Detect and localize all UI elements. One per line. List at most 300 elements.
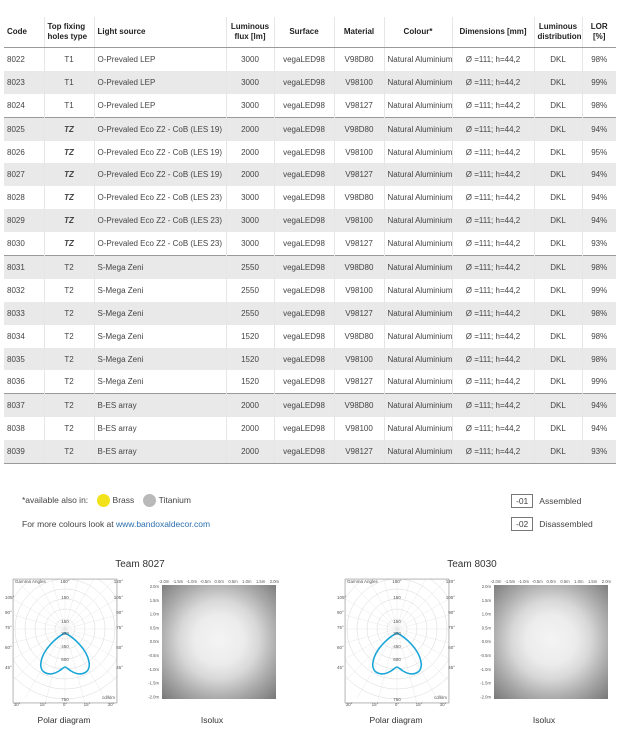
isolux-y-label: 2.0m <box>149 584 159 589</box>
cell-code: 8039 <box>4 440 44 463</box>
cell-colour: Natural Aluminium <box>384 417 452 440</box>
cell-holes: TZ <box>44 163 94 186</box>
isolux-y-label: -2.0m <box>480 694 491 700</box>
isolux-y-label: 0.5m <box>149 625 159 631</box>
angle-label-right: 120° <box>113 579 123 584</box>
radial-value: 600 <box>61 657 69 662</box>
angle-label-bottom: 15° <box>39 702 47 707</box>
angle-label-right: 105° <box>113 595 123 600</box>
cell-surface: vegaLED98 <box>274 325 334 348</box>
cell-source: S-Mega Zeni <box>94 256 226 279</box>
isolux-y-label: 0.0m <box>481 639 491 645</box>
cell-holes: T2 <box>44 302 94 325</box>
cell-dims: Ø =111; h=44,2 <box>452 256 534 279</box>
cell-source: B-ES array <box>94 417 226 440</box>
angle-label-left: 90° <box>5 610 12 615</box>
angle-label-right: 90° <box>116 610 123 615</box>
cell-source: O-Prevaled LEP <box>94 71 226 94</box>
cell-colour: Natural Aluminium <box>384 325 452 348</box>
cell-material: V98127 <box>334 94 384 117</box>
col-header-colour: Colour* <box>384 17 452 48</box>
cell-code: 8023 <box>4 71 44 94</box>
cell-dims: Ø =111; h=44,2 <box>452 71 534 94</box>
cell-source: O-Prevaled Eco Z2 - CoB (LES 23) <box>94 209 226 232</box>
cell-surface: vegaLED98 <box>274 440 334 463</box>
table-header-row <box>4 17 616 48</box>
website-link[interactable]: www.bandoxaldecor.com <box>116 519 211 529</box>
cell-material: V98127 <box>334 302 384 325</box>
cell-dims: Ø =111; h=44,2 <box>452 417 534 440</box>
cell-material: V98100 <box>334 348 384 371</box>
table-row <box>4 256 616 279</box>
cell-surface: vegaLED98 <box>274 417 334 440</box>
isolux-x-label: 0.0m <box>546 579 556 584</box>
cell-colour: Natural Aluminium <box>384 440 452 463</box>
isolux-y-label: -1.5m <box>480 680 491 686</box>
table-row <box>4 370 616 393</box>
cell-holes: T2 <box>44 394 94 417</box>
cell-material: V98127 <box>334 370 384 393</box>
isolux-x-label: -0.5m <box>532 579 543 584</box>
cell-dist: DKL <box>534 348 582 371</box>
cell-holes: T1 <box>44 71 94 94</box>
cell-colour: Natural Aluminium <box>384 71 452 94</box>
radial-value: 150 <box>61 595 69 600</box>
cell-lor: 98% <box>582 302 616 325</box>
cell-code: 8022 <box>7 54 25 64</box>
cell-material: V98100 <box>334 417 384 440</box>
cell-material: V98100 <box>334 71 384 94</box>
cell-dims: Ø =111; h=44,2 <box>452 94 534 117</box>
cell-lor: 95% <box>582 141 616 164</box>
col-header-material: Material <box>334 17 384 48</box>
isolux-chart-8030 <box>470 577 620 707</box>
angle-label-left: 60° <box>337 645 344 650</box>
cell-dims: Ø =111; h=44,2 <box>452 232 534 255</box>
isolux-y-label: 1.5m <box>481 597 491 603</box>
cell-flux: 3000 <box>226 186 274 209</box>
polar-caption-8030: Polar diagram <box>369 715 423 725</box>
isolux-x-label: -1.0m <box>186 579 197 584</box>
cell-surface: vegaLED98 <box>274 48 334 71</box>
table-row <box>4 325 616 348</box>
cell-dist: DKL <box>534 232 582 255</box>
disassembled-legend <box>511 517 593 531</box>
cell-code: 8038 <box>7 424 25 434</box>
isolux-y-label: 1.0m <box>481 611 491 617</box>
angle-label-left: 60° <box>5 645 12 650</box>
cell-colour: Natural Aluminium <box>384 163 452 186</box>
cell-flux: 3000 <box>226 232 274 255</box>
cell-flux: 1520 <box>226 325 274 348</box>
cell-holes: T2 <box>44 440 94 463</box>
cell-dims: Ø =111; h=44,2 <box>452 348 534 371</box>
isolux-caption-8027: Isolux <box>200 715 224 725</box>
table-row <box>4 417 616 440</box>
cell-surface: vegaLED98 <box>274 117 334 140</box>
isolux-x-label: 1.5m <box>255 579 266 584</box>
cell-dist: DKL <box>534 163 582 186</box>
cell-dist: DKL <box>534 325 582 348</box>
table-row <box>4 117 616 140</box>
isolux-x-label: -2.0m <box>490 579 502 584</box>
cell-lor: 99% <box>582 71 616 94</box>
isolux-chart-8027 <box>138 577 288 707</box>
radial-value: 150 <box>393 595 401 600</box>
cell-source: O-Prevaled LEP <box>94 94 226 117</box>
available-note <box>22 494 191 507</box>
cell-lor: 98% <box>582 325 616 348</box>
angle-label-bottom: 0° <box>62 702 68 707</box>
cell-dist: DKL <box>534 279 582 302</box>
cell-surface: vegaLED98 <box>274 209 334 232</box>
cell-lor: 94% <box>582 417 616 440</box>
cell-holes: TZ <box>44 141 94 164</box>
cell-dims: Ø =111; h=44,2 <box>452 48 534 71</box>
cell-material: V98D80 <box>334 117 384 140</box>
polar-diagram-8030 <box>335 577 457 707</box>
isolux-x-label: 1.0m <box>574 579 584 584</box>
cell-surface: vegaLED98 <box>274 302 334 325</box>
cell-colour: Natural Aluminium <box>384 256 452 279</box>
isolux-x-label: 2.0m <box>601 579 612 584</box>
cell-flux: 2000 <box>226 141 274 164</box>
cell-surface: vegaLED98 <box>274 256 334 279</box>
col-header-distribution: Luminous distribution <box>534 17 582 48</box>
cell-dist: DKL <box>534 370 582 393</box>
cell-dims: Ø =111; h=44,2 <box>452 325 534 348</box>
cell-code: 8028 <box>7 193 25 203</box>
cell-holes: T2 <box>44 370 94 393</box>
cell-colour: Natural Aluminium <box>384 394 452 417</box>
radial-value: 600 <box>393 657 401 662</box>
angle-label-left: 75° <box>337 625 344 630</box>
gamma-label: Gamma Angles <box>15 579 46 584</box>
cell-flux: 2000 <box>226 163 274 186</box>
cell-source: B-ES array <box>94 440 226 463</box>
cell-lor: 94% <box>582 186 616 209</box>
cell-dims: Ø =111; h=44,2 <box>452 163 534 186</box>
table-row <box>4 302 616 325</box>
radial-value: 750 <box>61 697 69 702</box>
cell-flux: 2000 <box>226 417 274 440</box>
angle-label-right: 90° <box>448 610 455 615</box>
cell-flux: 1520 <box>226 370 274 393</box>
cell-surface: vegaLED98 <box>274 394 334 417</box>
cell-holes: TZ <box>44 186 94 209</box>
cell-code: 8034 <box>7 331 25 341</box>
col-header-surface: Surface <box>274 17 334 48</box>
cell-holes: T2 <box>44 348 94 371</box>
cell-dist: DKL <box>534 48 582 71</box>
titanium-swatch <box>143 494 156 507</box>
isolux-caption-8030: Isolux <box>532 715 556 725</box>
cell-code: 8032 <box>7 285 25 295</box>
table-row <box>4 440 616 463</box>
radial-value: 300 <box>61 631 69 636</box>
brass-swatch <box>97 494 110 507</box>
assembled-label: Assembled <box>539 496 582 506</box>
angle-label-right: 45° <box>116 665 123 670</box>
isolux-x-label: 0.5m <box>228 579 238 584</box>
assembled-legend <box>511 494 581 508</box>
cell-flux: 3000 <box>226 71 274 94</box>
cell-dims: Ø =111; h=44,2 <box>452 117 534 140</box>
cell-holes: T1 <box>44 94 94 117</box>
cell-dist: DKL <box>534 209 582 232</box>
cell-dist: DKL <box>534 394 582 417</box>
cell-surface: vegaLED98 <box>274 279 334 302</box>
cell-code: 8025 <box>4 117 44 140</box>
cell-lor: 94% <box>582 209 616 232</box>
cell-lor: 98% <box>582 348 616 371</box>
cell-dims: Ø =111; h=44,2 <box>452 186 534 209</box>
isolux-y-label: 0.5m <box>481 625 491 631</box>
isolux-x-label: 1.0m <box>242 579 252 584</box>
col-header-flux: Luminous flux [lm] <box>226 17 274 48</box>
cell-holes: TZ <box>44 232 94 255</box>
cell-surface: vegaLED98 <box>274 71 334 94</box>
cell-code: 8027 <box>4 163 44 186</box>
cell-material: V98127 <box>334 163 384 186</box>
cell-flux: 2550 <box>226 302 274 325</box>
radial-value: 150 <box>61 619 69 624</box>
cell-code: 8035 <box>4 348 44 371</box>
cell-holes: T2 <box>44 417 94 440</box>
more-colours-text: For more colours look at <box>22 519 117 529</box>
isolux-y-label: -1.5m <box>148 680 159 686</box>
cell-material: V98100 <box>334 141 384 164</box>
col-header-holes: Top fixing holes type <box>44 17 94 48</box>
isolux-x-label: -0.5m <box>200 579 211 584</box>
angle-label-bottom: 15° <box>371 702 379 707</box>
cell-dims: Ø =111; h=44,2 <box>452 141 534 164</box>
cell-colour: Natural Aluminium <box>384 117 452 140</box>
cell-lor: 98% <box>582 94 616 117</box>
disassembled-label: Disassembled <box>539 519 593 529</box>
angle-label-right: 120° <box>445 579 455 584</box>
cell-dims: Ø =111; h=44,2 <box>452 279 534 302</box>
cell-dims: Ø =111; h=44,2 <box>452 302 534 325</box>
cell-source: O-Prevaled Eco Z2 - CoB (LES 23) <box>94 232 226 255</box>
isolux-x-label: 0.0m <box>214 579 224 584</box>
isolux-y-label: 1.5m <box>149 597 159 603</box>
cell-colour: Natural Aluminium <box>384 141 452 164</box>
cell-dist: DKL <box>534 117 582 140</box>
cell-lor: 98% <box>582 48 616 71</box>
table-row <box>4 232 616 255</box>
cell-surface: vegaLED98 <box>274 232 334 255</box>
cell-flux: 2550 <box>226 279 274 302</box>
isolux-axes <box>470 577 620 707</box>
cell-code: 8033 <box>4 302 44 325</box>
cell-flux: 1520 <box>226 348 274 371</box>
cell-dist: DKL <box>534 71 582 94</box>
table-row <box>4 348 616 371</box>
unit-label: cd/klm <box>433 695 447 700</box>
isolux-y-label: 0.0m <box>149 639 159 645</box>
isolux-x-label: -2.0m <box>158 579 170 584</box>
radial-value: 300 <box>393 631 401 636</box>
col-header-source: Light source <box>94 17 226 48</box>
brass-label: Brass <box>112 494 135 505</box>
cell-material: V98127 <box>334 232 384 255</box>
diagram-title-8027: Team 8027 <box>115 559 165 570</box>
cell-flux: 2000 <box>226 117 274 140</box>
cell-holes: TZ <box>44 209 94 232</box>
polar-diagram-8027 <box>3 577 125 707</box>
table-row <box>4 279 616 302</box>
angle-label-bottom: 30° <box>439 702 447 707</box>
cell-source: S-Mega Zeni <box>94 279 226 302</box>
col-header-code: Code <box>4 17 44 48</box>
col-header-dimensions: Dimensions [mm] <box>452 17 534 48</box>
angle-label-right: 60° <box>448 645 455 650</box>
cell-colour: Natural Aluminium <box>384 186 452 209</box>
cell-flux: 2550 <box>226 256 274 279</box>
cell-source: S-Mega Zeni <box>94 325 226 348</box>
gamma-label: Gamma Angles <box>347 579 378 584</box>
cell-holes: T1 <box>44 48 94 71</box>
angle-label-bottom: 15° <box>83 702 91 707</box>
cell-colour: Natural Aluminium <box>384 370 452 393</box>
cell-material: V98D80 <box>334 325 384 348</box>
polar-caption-8027: Polar diagram <box>37 715 91 725</box>
angle-label-top: 180° <box>392 579 402 584</box>
cell-lor: 93% <box>582 232 616 255</box>
cell-holes: T2 <box>44 279 94 302</box>
cell-dist: DKL <box>534 94 582 117</box>
table-row <box>4 71 616 94</box>
cell-dims: Ø =111; h=44,2 <box>452 440 534 463</box>
cell-lor: 94% <box>582 117 616 140</box>
cell-material: V98D80 <box>334 256 384 279</box>
cell-surface: vegaLED98 <box>274 163 334 186</box>
cell-colour: Natural Aluminium <box>384 48 452 71</box>
cell-surface: vegaLED98 <box>274 141 334 164</box>
isolux-x-label: -1.5m <box>504 579 516 584</box>
cell-lor: 98% <box>582 256 616 279</box>
cell-code: 8036 <box>7 377 25 387</box>
cell-material: V98D80 <box>334 48 384 71</box>
cell-lor: 99% <box>582 279 616 302</box>
radial-value: 450 <box>61 644 69 649</box>
cell-flux: 3000 <box>226 94 274 117</box>
cell-surface: vegaLED98 <box>274 370 334 393</box>
cell-source: O-Prevaled Eco Z2 - CoB (LES 23) <box>94 186 226 209</box>
cell-dist: DKL <box>534 256 582 279</box>
cell-dims: Ø =111; h=44,2 <box>452 394 534 417</box>
table-row <box>4 141 616 164</box>
cell-source: S-Mega Zeni <box>94 370 226 393</box>
angle-label-top: 180° <box>60 579 70 584</box>
cell-source: O-Prevaled Eco Z2 - CoB (LES 19) <box>94 117 226 140</box>
cell-lor: 94% <box>582 163 616 186</box>
cell-lor: 99% <box>582 370 616 393</box>
cell-dist: DKL <box>534 141 582 164</box>
table-row <box>4 163 616 186</box>
radial-value: 750 <box>393 697 401 702</box>
cell-holes: T2 <box>44 325 94 348</box>
titanium-label: Titanium <box>158 494 191 505</box>
cell-colour: Natural Aluminium <box>384 209 452 232</box>
cell-dist: DKL <box>534 302 582 325</box>
table-row <box>4 48 616 71</box>
cell-material: V98100 <box>334 279 384 302</box>
cell-source: B-ES array <box>94 394 226 417</box>
isolux-y-label: -0.5m <box>480 653 491 658</box>
radial-value: 450 <box>393 644 401 649</box>
cell-flux: 3000 <box>226 48 274 71</box>
angle-label-left: 105° <box>337 595 347 600</box>
angle-label-right: 75° <box>448 625 455 630</box>
table-row <box>4 94 616 117</box>
cell-source: O-Prevaled LEP <box>94 48 226 71</box>
isolux-y-label: -0.5m <box>148 653 159 658</box>
diagram-title-8030: Team 8030 <box>447 559 497 570</box>
cell-flux: 3000 <box>226 209 274 232</box>
angle-label-left: 105° <box>5 595 15 600</box>
isolux-x-label: -1.5m <box>172 579 184 584</box>
isolux-x-label: -1.0m <box>518 579 529 584</box>
cell-dist: DKL <box>534 186 582 209</box>
angle-label-right: 60° <box>116 645 123 650</box>
cell-surface: vegaLED98 <box>274 348 334 371</box>
table-row <box>4 209 616 232</box>
cell-colour: Natural Aluminium <box>384 302 452 325</box>
available-label: *available also in: <box>22 494 89 505</box>
cell-source: O-Prevaled Eco Z2 - CoB (LES 19) <box>94 141 226 164</box>
angle-label-right: 105° <box>445 595 455 600</box>
cell-code: 8037 <box>4 394 44 417</box>
cell-flux: 2000 <box>226 394 274 417</box>
cell-dims: Ø =111; h=44,2 <box>452 370 534 393</box>
isolux-x-label: 1.5m <box>587 579 598 584</box>
angle-label-left: 45° <box>5 665 12 670</box>
cell-dist: DKL <box>534 417 582 440</box>
cell-colour: Natural Aluminium <box>384 279 452 302</box>
cell-material: V98100 <box>334 209 384 232</box>
cell-code: 8029 <box>4 209 44 232</box>
angle-label-right: 45° <box>448 665 455 670</box>
isolux-y-label: 1.0m <box>149 611 159 617</box>
isolux-axes <box>138 577 288 707</box>
angle-label-bottom: 30° <box>13 702 21 707</box>
isolux-y-label: -1.0m <box>148 666 159 672</box>
angle-label-left: 75° <box>5 625 12 630</box>
cell-colour: Natural Aluminium <box>384 232 452 255</box>
unit-label: cd/klm <box>101 695 115 700</box>
cell-material: V98127 <box>334 440 384 463</box>
cell-surface: vegaLED98 <box>274 186 334 209</box>
isolux-y-label: -1.0m <box>480 666 491 672</box>
angle-label-left: 90° <box>337 610 344 615</box>
table-row <box>4 186 616 209</box>
cell-lor: 94% <box>582 394 616 417</box>
cell-surface: vegaLED98 <box>274 94 334 117</box>
cell-code: 8026 <box>7 147 25 157</box>
cell-source: S-Mega Zeni <box>94 348 226 371</box>
disassembled-code: -02 <box>511 517 533 531</box>
product-table <box>4 17 616 464</box>
cell-material: V98D80 <box>334 394 384 417</box>
cell-dims: Ø =111; h=44,2 <box>452 209 534 232</box>
cell-dist: DKL <box>534 440 582 463</box>
assembled-code: -01 <box>511 494 533 508</box>
cell-holes: TZ <box>44 117 94 140</box>
cell-code: 8030 <box>7 239 25 249</box>
isolux-y-label: -2.0m <box>148 694 159 700</box>
